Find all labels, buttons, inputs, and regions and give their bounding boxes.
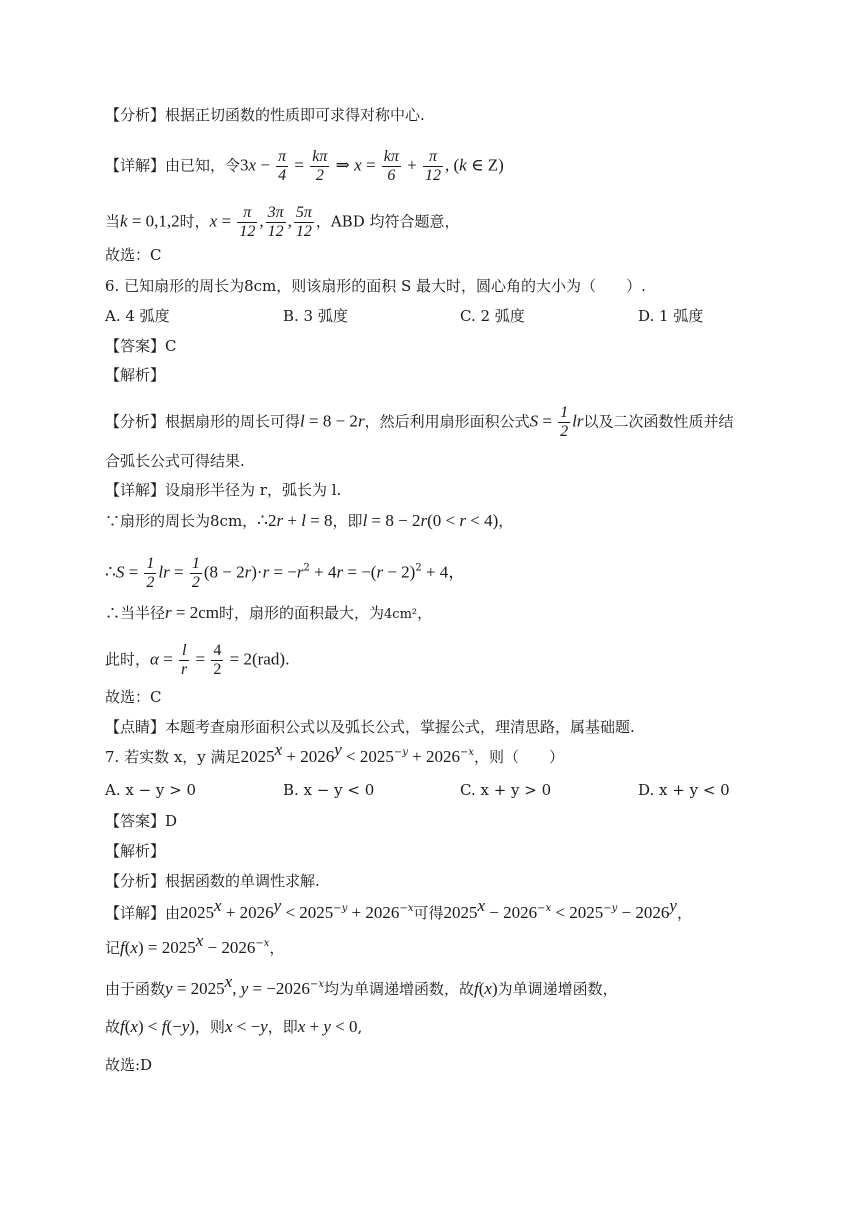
analysis-line	[105, 104, 425, 126]
label: 【详解】由已知，令	[105, 156, 241, 175]
comment-line	[105, 716, 635, 738]
selection-line	[105, 686, 161, 708]
text: ，则（ ）	[474, 748, 565, 766]
text: .	[285, 650, 290, 669]
value: 4cm²	[384, 607, 418, 622]
selection-line	[105, 244, 161, 266]
detail-line	[105, 479, 341, 501]
text: ，	[417, 604, 433, 622]
text: 当	[105, 212, 121, 231]
text: 可得	[413, 904, 444, 922]
option-c: C. 2 弧度	[460, 307, 525, 325]
selection-line	[105, 1054, 152, 1076]
detail-line: 【详解】由$2025^x + 2026^y < 2025^{-y} + 2026^{-x}$可得$2025^x - 2026^{-x} < 2025^{-y} - 2026^y$，	[105, 896, 692, 922]
option-a: A. x − y > 0	[105, 781, 197, 799]
explain-heading	[105, 364, 165, 386]
text: 7. 若实数 x，y 满足	[105, 748, 241, 766]
text: 故选：C	[105, 688, 162, 706]
text: ，	[676, 904, 692, 922]
text: ，ABD 均符合题意，	[315, 212, 460, 231]
text: 【点睛】本题考查扇形面积公式以及弧长公式，掌握公式，理清思路，属基础题.	[105, 718, 635, 736]
detail-line: 故f(x) < f(−y)，则x < −y，即x + y < 0,	[105, 1017, 363, 1036]
text: 由于函数	[105, 980, 166, 998]
question-6	[105, 275, 646, 297]
text: ，则	[194, 1018, 225, 1036]
option-b: B. x − y < 0	[283, 781, 375, 799]
k-values-line: 当k = 0,1,2时，x = $\frac{\pi}{12}$ , $\frac{3\pi}{12}$ , $\frac{5\pi}{12}$ ，ABD 均符合题意，	[105, 204, 460, 240]
detail-line: 由于函数$y = 2025^x$, $y = -2026^{-x}$均为单调递增函数，故f(x)为单调递增函数，	[105, 972, 618, 998]
text: 时，	[179, 212, 210, 231]
text: 故	[105, 1018, 121, 1036]
text: 【解析】	[105, 366, 166, 384]
option-c: C. x + y > 0	[460, 781, 552, 799]
text: 【详解】由	[105, 904, 181, 922]
text: ，	[269, 939, 285, 957]
text: 6. 已知扇形的周长为8cm，则该扇形的面积 S 最大时，圆心角的大小为（ ）.	[105, 277, 646, 295]
text: ，即	[267, 1018, 298, 1036]
detail-line: 记$f(x) = 2025^x - 2026^{-x}$，	[105, 931, 285, 957]
analysis-line	[105, 870, 320, 892]
text: 均为单调递增函数，故	[323, 980, 474, 998]
explain-heading	[105, 840, 165, 862]
text: 【答案】D	[105, 812, 178, 830]
text: 记	[105, 939, 121, 957]
text: 以及二次函数性质并结	[583, 412, 734, 431]
detail-line: ∴当半径r = 2cm时，扇形的面积最大，为4cm²，	[105, 603, 433, 622]
text: 故选:D	[105, 1056, 153, 1074]
text: 为单调递增函数，	[497, 980, 618, 998]
detail-line: 【详解】由已知，令3x − $\frac{\pi}{4}$ = $\frac{k\pi}{2}$ ⇒ x = $\frac{k\pi}{6}$ + $\frac{\pi}{12}$ , (k ∈ Z)	[105, 148, 504, 184]
option-d: D. x + y < 0	[638, 781, 730, 799]
text: ∵扇形的周长为8cm，	[105, 512, 258, 530]
answer-line	[105, 335, 176, 357]
question-7: 7. 若实数 x，y 满足$2025^x + 2026^y < 2025^{-y} + 2026^{-x}$，则（ ）	[105, 740, 565, 766]
angle-line: 此时，α = $\frac{l}{r}$ = $\frac{4}{2}$ = 2(rad).	[105, 642, 290, 678]
answer-line	[105, 810, 177, 832]
text: 【详解】设扇形半径为 r，弧长为 l.	[105, 481, 342, 499]
text: 【分析】根据正切函数的性质即可求得对称中心.	[105, 106, 425, 124]
area-formula-line: ∴S = $\frac{1}{2}$ lr = $\frac{1}{2}$ $(8 - 2r)\cdot r = -r^2 + 4r = -(r - 2)^2 + 4$，	[105, 555, 466, 591]
text: 合弧长公式可得结果.	[105, 452, 245, 470]
text: ∴当半径	[105, 604, 166, 622]
text: ，即	[332, 512, 363, 530]
text: 【解析】	[105, 842, 166, 860]
option-d: D. 1 弧度	[638, 307, 704, 325]
text: 时，扇形的面积最大，为	[219, 604, 385, 622]
text: 故选：C	[105, 246, 162, 264]
detail-line: ∵扇形的周长为8cm，∴2r + l = 8，即l = 8 − 2r(0 < r < 4)，	[105, 511, 514, 530]
analysis-line-2	[105, 450, 245, 472]
text: 此时，	[105, 650, 151, 669]
text: 【分析】根据扇形的周长可得	[105, 412, 301, 431]
text: ，然后利用扇形面积公式	[364, 412, 530, 431]
analysis-line: 【分析】根据扇形的周长可得l = 8 − 2r，然后利用扇形面积公式S = $\frac{1}{2}$ lr以及二次函数性质并结	[105, 404, 734, 440]
text: 【答案】C	[105, 337, 177, 355]
text: 【分析】根据函数的单调性求解.	[105, 872, 320, 890]
text: ，	[498, 512, 514, 530]
option-b: B. 3 弧度	[283, 307, 348, 325]
text: ,	[357, 1018, 363, 1036]
option-a: A. 4 弧度	[105, 307, 170, 325]
